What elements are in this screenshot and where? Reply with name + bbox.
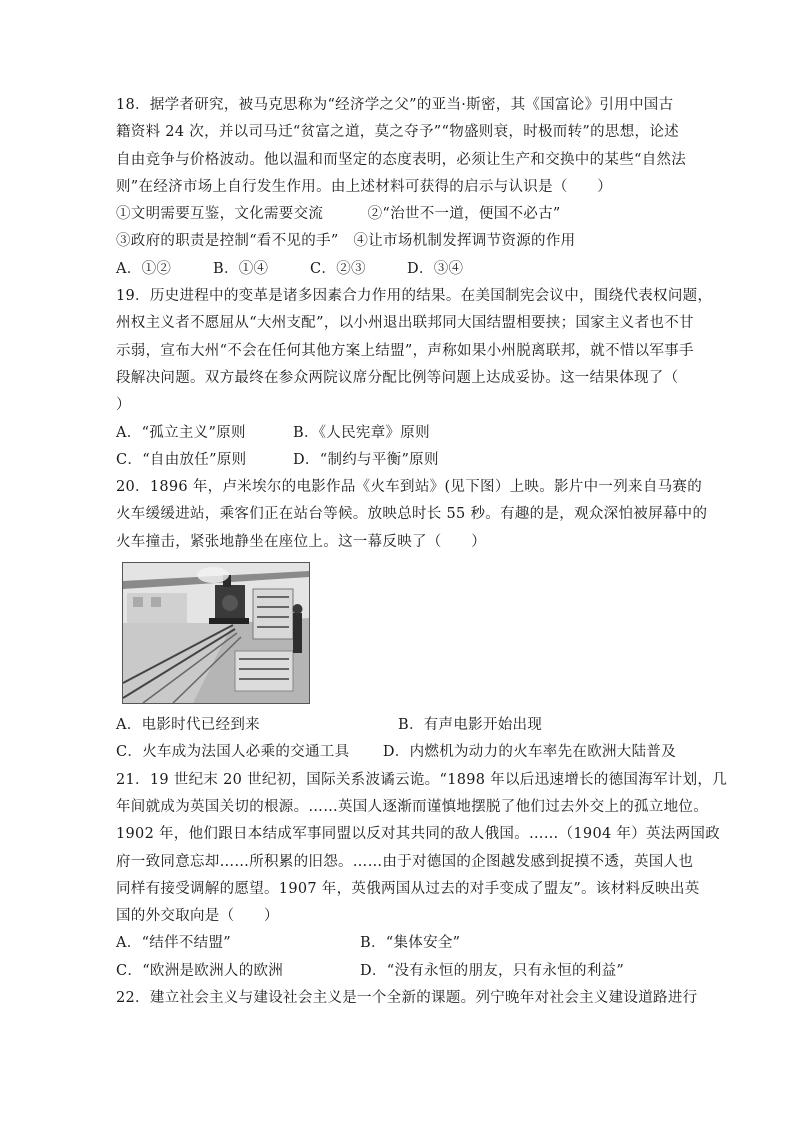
statement-line: ①文明需要互鉴，文化需要交流 ②“治世不一道，便国不必古” — [116, 206, 561, 223]
option-c: C．“自由放任”原则 — [116, 451, 247, 468]
options-row — [116, 256, 676, 283]
question-text-line: 火车缓缓进站，乘客们正在站台等候。放映总时长 55 秒。有趣的是，观众深怕被屏幕中的 — [116, 506, 708, 523]
question-text-line: 自由竞争与价格波动。他以温和而坚定的态度表明，必须让生产和交换中的某些“自然法 — [116, 151, 687, 168]
options-row — [116, 930, 676, 957]
options-row — [116, 739, 676, 766]
option-b: B．①④ — [213, 260, 269, 277]
question-text-line: 21．19 世纪末 20 世纪初，国际关系波谲云诡。“1898 年以后迅速增长的德国海军计划，几 — [116, 771, 727, 788]
option-c: C．“欧洲是欧洲人的欧洲 — [116, 962, 284, 979]
option-d: D．“没有永恒的朋友，只有永恒的利益” — [360, 962, 625, 979]
option-c: C．②③ — [310, 260, 366, 277]
question-21 — [116, 767, 727, 985]
question-text-line: 1902 年，他们跟日本结成军事同盟以反对其共同的敌人俄国。……（1904 年）英法两国政 — [116, 826, 721, 843]
option-b: B．有声电影开始出现 — [398, 717, 543, 734]
question-text-line: 示弱，宣布大州“不会在任何其他方案上结盟”，声称如果小州脱离联邦，就不惜以军事手 — [116, 342, 694, 359]
question-20 — [116, 474, 708, 766]
option-d: D．内燃机为动力的火车率先在欧洲大陆普及 — [382, 744, 676, 761]
question-text-line: 籍资料 24 次，并以司马迁“贫富之道，莫之夺予”“物盛则衰，时极而转”的思想，论述 — [116, 124, 679, 141]
question-text-line: 22．建立社会主义与建设社会主义是一个全新的课题。列宁晚年对社会主义建设道路进行 — [116, 990, 698, 1007]
statement-line: ③政府的职责是控制“看不见的手” ④让市场机制发挥调节资源的作用 — [116, 233, 576, 250]
option-d: D．③④ — [407, 260, 464, 277]
options-row — [116, 447, 676, 474]
question-22 — [116, 985, 698, 1012]
options-row — [116, 712, 676, 739]
option-a: A．电影时代已经到来 — [116, 717, 260, 734]
question-19 — [116, 283, 713, 474]
options-row — [116, 420, 676, 447]
question-text-line: 州权主义者不愿屈从“大州支配”，以小州退出联邦同大国结盟相要挟；国家主义者也不甘 — [116, 315, 694, 332]
film-still-image — [123, 563, 309, 703]
question-text-line: 19．历史进程中的变革是诸多因素合力作用的结果。在美国制宪会议中，围绕代表权问题， — [116, 288, 713, 305]
question-text-line: 火车撞击，紧张地静坐在座位上。这一幕反映了（ ） — [116, 533, 486, 550]
train-arrival-film-still — [122, 562, 310, 704]
option-a: A．“孤立主义”原则 — [116, 424, 246, 441]
option-a: A．①② — [116, 260, 172, 277]
exam-page — [116, 92, 727, 1012]
question-text-line: 同样有接受调解的愿望。1907 年，英俄两国从过去的对手变成了盟友”。该材料反映出英 — [116, 880, 700, 897]
option-b: B．《人民宪章》原则 — [293, 424, 430, 441]
option-d: D．“制约与平衡”原则 — [293, 451, 439, 468]
options-row — [116, 958, 676, 985]
question-text-line: 18．据学者研究，被马克思称为“经济学之父”的亚当·斯密，其《国富论》引用中国古 — [116, 97, 674, 113]
option-b: B．“集体安全” — [360, 935, 461, 952]
question-text-line: 府一致同意忘却……所积累的旧怨。……由于对德国的企图越发感到捉摸不透，英国人也 — [116, 853, 694, 870]
question-text-line: 段解决问题。双方最终在参众两院议席分配比例等问题上达成妥协。这一结果体现了（ — [116, 369, 679, 386]
question-18 — [116, 92, 687, 283]
question-text-line: 则”在经济市场上自行发生作用。由上述材料可获得的启示与认识是（ ） — [116, 178, 613, 195]
option-a: A．“结伴不结盟” — [116, 935, 231, 952]
question-text-line: 国的外交取向是（ ） — [116, 908, 279, 925]
question-text-line: 20．1896 年，卢米埃尔的电影作品《火车到站》(见下图）上映。影片中一列来自马赛的 — [116, 479, 703, 496]
question-text-line: ） — [116, 397, 131, 414]
question-text-line: 年间就成为英国关切的根源。……英国人逐渐而谨慎地摆脱了他们过去外交上的孤立地位。 — [116, 798, 708, 815]
option-c: C．火车成为法国人必乘的交通工具 — [116, 744, 350, 761]
